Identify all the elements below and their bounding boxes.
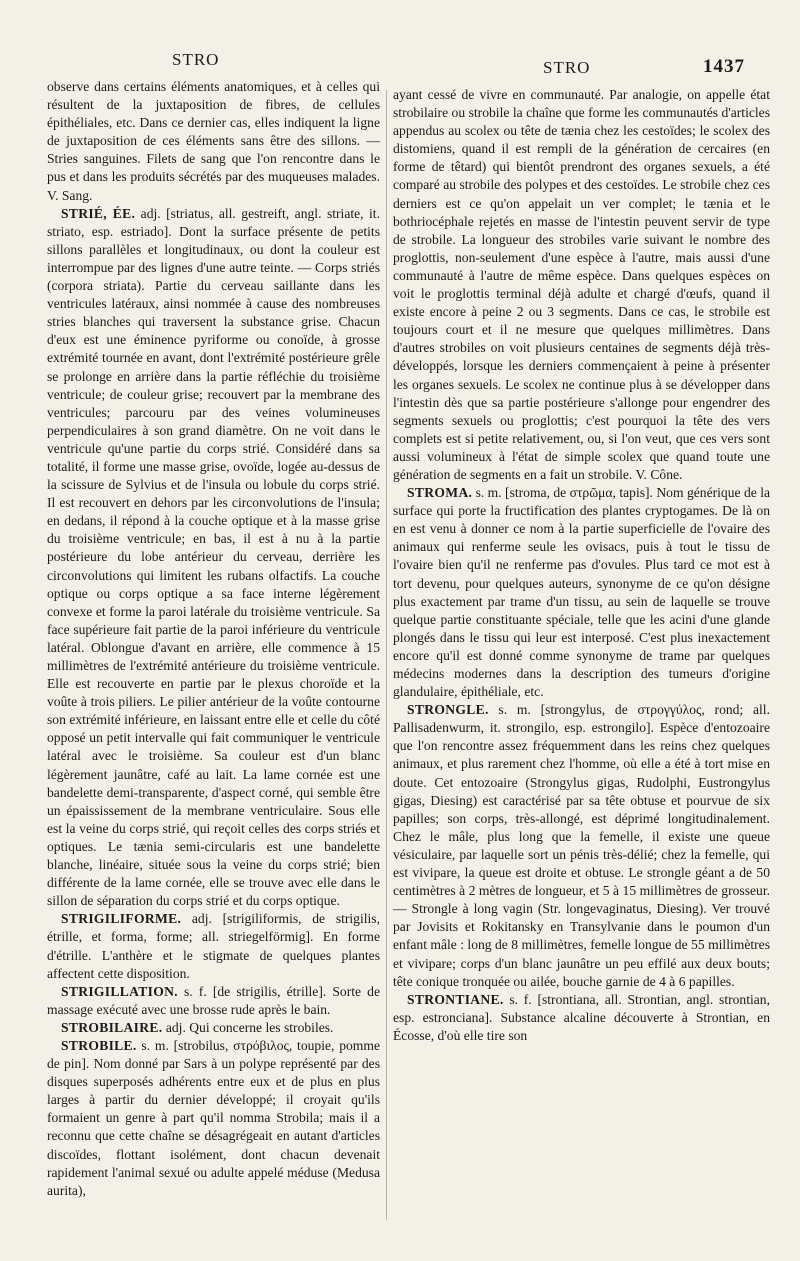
entry-text: s. m. [stroma, de στρῶμα, tapis]. Nom générique de la surface qui porte la fructification des plantes cryptogames. De là on en est venu à donner ce nom à la partie superficielle de l'ovaire des animaux qui renferme seule les ovisacs, puis à tout le tissu de l'ovaire bien qu'il ne renferme pas d'ovules. Plus tard ce mot est à tort devenu, pour quelques auteurs, synonyme de ce qu'on désigne plus exactement par trame d'un tissu, au sein de laquelle se trouve quelque partie constituante spéciale, telle que les acini d'une glande plongés dans le tissu qui leur est interposé. C'est plus inexactement encore qu'il est donné comme synonyme de trame par quelques médecins modernes dans la description des tumeurs d'origine glandulaire, épithéliale, etc. [393,485,770,700]
left-column [47,78,380,1200]
entry-text: observe dans certains éléments anatomiques, et à celles qui résultent de la juxtaposition de fibres, de cellules épithéliales, etc. Dans ce dernier cas, elles indiquent la ligne de juxtaposition de ces éléments sans être des sillons. — Stries sanguines. Filets de sang que l'on rencontre dans le pus et dans les produits sécrétés par des muqueuses malades. V. Sang. [47,79,380,203]
entry-paragraph [47,78,380,205]
headword: STRIGILIFORME. [61,911,182,927]
entry-text: s. m. [strongylus, de στρογγύλος, rond; all. Pallisadenwurm, it. strongilo, esp. estrongilo]. Espèce d'entozoaire que l'on rencontre assez fréquemment dans les reins chez quelques animaux, et plus rarement chez l'homme, où elle a été à tort mise en doute. Cet entozoaire (Strongylus gigas, Rudolphi, Eustrongylus gigas, Diesing) est caractérisé par sa tête obtuse et pourvue de six papilles; son corps, très-allongé, est déprimé longitudinalement. Chez le mâle, plus long que la femelle, il existe une queue vésiculaire, par laquelle sort un pénis très-délié; chez la femelle, qui est vivipare, la queue est droite et obtuse. Le strongle géant a de 50 centimètres à 2 mètres de longueur, et 5 à 15 millimètres de grosseur. — Strongle à long vagin (Str. longevaginatus, Diesing). Ver trouvé par Jovisits et Rokitansky en Transylvanie dans le poumon d'un enfant mâle : long de 8 millimètres, femelle longue de 55 millimètres et vivipare; corps d'un blanc jaunâtre un peu effilé aux deux bouts; tête conique tronquée ou ailée, bouche garnie de 4 à 6 papilles. [393,702,770,989]
page-header [0,50,800,80]
column-divider [386,90,387,1220]
entry-text: ayant cessé de vivre en communauté. Par analogie, on appelle état strobilaire ou strobile la chaîne que forme les communautés d'articles appendus au scolex ou tête de tænia chez les cestoïdes; le scolex des distomiens, quand il est rempli de la génération de cercaires (en forme de têtard) qui bientôt prendront des organes sexuels, a été comparé au strobile des polypes et des cestoïdes. Le strobile chez ces derniers est ce qu'on appelait un ver complet; le tænia et le bothriocéphale rejetés en masse de l'intestin peuvent servir de type de strobile. La longueur des strobiles varie suivant le nombre des proglottis, non-seulement d'une espèce à l'autre, mais aussi d'une communauté à l'autre de même espèce. Dans quelques espèces on voit le proglottis terminal déjà adulte et chargé d'œufs, quand il existe encore à peine 2 ou 3 segments. Dans ce cas, le strobile est toujours court et il ne mesure que quelques millimètres. Dans d'autres strobiles on voit plusieurs centaines de segments déjà très-développés, lorsque les derniers commençaient à peine à présenter les organes sexuels. Le scolex ne continue plus à se développer dans l'intestin dès que sa partie postérieure s'allonge pour engendrer des segments sexuels ou proglottis; c'est pourquoi la tête des vers complets est si petite relativement, ou, si l'on veut, que ces vers sont aussi volumineux à l'état de simple scolex que quand toute une génération de segments en a fait un strobile. V. Cône. [393,87,770,482]
headword: STRIÉ, ÉE. [61,205,136,221]
right-column [393,86,770,1045]
entry-text: adj. [strigiliformis, de strigilis, étrille, et forma, forme; all. striegelförmig]. En forme d'étrille. L'anthère et le stigmate de quelques plantes affectent cette disposition. [47,911,380,981]
entry-text: s. f. [de strigilis, étrille]. Sorte de massage exécuté avec une brosse rude après le bain. [47,983,380,1017]
entry-paragraph [47,1019,380,1037]
entry-paragraph [47,1037,380,1200]
headword: STRONGLE. [407,702,489,718]
running-head-right: STRO [543,58,591,77]
entry-paragraph [47,910,380,982]
headword: STRIGILLATION. [61,983,178,999]
entry-text: s. f. [strontiana, all. Strontian, angl. strontian, esp. estronciana]. Substance alcaline découverte à Strontian, en Écosse, d'où elle tire son [393,991,770,1043]
running-head-left: STRO [172,50,220,69]
headword: STROMA. [407,485,473,501]
entry-paragraph [393,991,770,1045]
entry-paragraph [393,86,770,484]
entry-paragraph [47,983,380,1019]
entry-paragraph [47,205,380,911]
entry-text: adj. Qui concerne les strobiles. [162,1019,334,1035]
entry-text: adj. [striatus, all. gestreift, angl. striate, it. striato, esp. estriado]. Dont la surface présente de petits sillons parallèles et longitudinaux, ou dont la couleur est interrompue par des lignes d'une autre teinte. — Corps striés (corpora striata). Partie du cerveau saillante dans les ventricules latéraux, ainsi nommée à cause des nombreuses stries blanches qui traversent la substance grise. Chacun d'eux est une éminence pyriforme ou conoïde, à grosse extrémité tournée en avant, dont l'extrémité postérieure grêle se prolonge en arrière dans la partie réfléchie du troisième ventricule; de couleur grise; recouvert par la membrane des ventricules; parcouru par des veines volumineuses perpendiculaires à son grand diamètre. On ne voit dans le ventricule qu'une partie du corps strié. Considéré dans sa totalité, il forme une masse grise, ovoïde, logée au-dessus de la scissure de Sylvius et de l'insula ou lobule du corps strié. Il est recouvert en dehors par les circonvolutions de l'insula; en dedans, il répond à la couche optique et à la masse grise du troisième ventricule; en bas, il est à nu à la partie postérieure du lobe antérieur du cerveau, derrière les circonvolutions qui limitent les rubans olfactifs. La couche optique ou corps optique a sa face interne légèrement convexe et forme la paroi latérale du troisième ventricule. Sa face supérieure fait partie de la paroi inférieure du ventricule latéral. Oblongue d'avant en arrière, elle commence à 15 millimètres de l'extrémité antérieure du troisième ventricule. Elle est recouverte en partie par le plexus choroïde et la voûte à trois piliers. Le pilier antérieur de la voûte contourne son extrémité inférieure, en laissant entre elle et celle du côté opposé un petit intervalle qui fait communiquer le ventricule latéral avec le troisième. Sa couleur est d'un blanc légèrement jaunâtre, café au lait. La lame cornée est une bandelette demi-transparente, d'aspect corné, qui semble être un épaississement de la membrane ventriculaire. Sous elle est la veine du corps strié, qui reçoit celles des corps striés et optiques. Le tænia semi-circularis est une bandelette blanche, linéaire, située sous la veine du corps strié; bien différente de la lame cornée, elle se trouve avec elle dans le sillon de séparation du corps strié et du corps optique. [47,205,380,909]
entry-paragraph [393,701,770,991]
page-number: 1437 [703,56,745,77]
headword: STRONTIANE. [407,991,504,1007]
headword: STROBILAIRE. [61,1019,163,1035]
headword: STROBILE. [61,1037,137,1053]
entry-paragraph [393,484,770,701]
entry-text: s. m. [strobilus, στρόβιλος, toupie, pomme de pin]. Nom donné par Sars à un polype représenté par des disques superposés adhérents entre eux et de plus en plus larges à partir du dernier développé; il croyait qu'ils formaient un genre à part qu'il nomma Strobila; mais il a reconnu que cette chaîne se désagrégeait en autant d'articles discoïdes, flottant isolément, dont chacun devenait rapidement l'animal sexué ou adulte appelé méduse (Medusa aurita), [47,1037,380,1198]
